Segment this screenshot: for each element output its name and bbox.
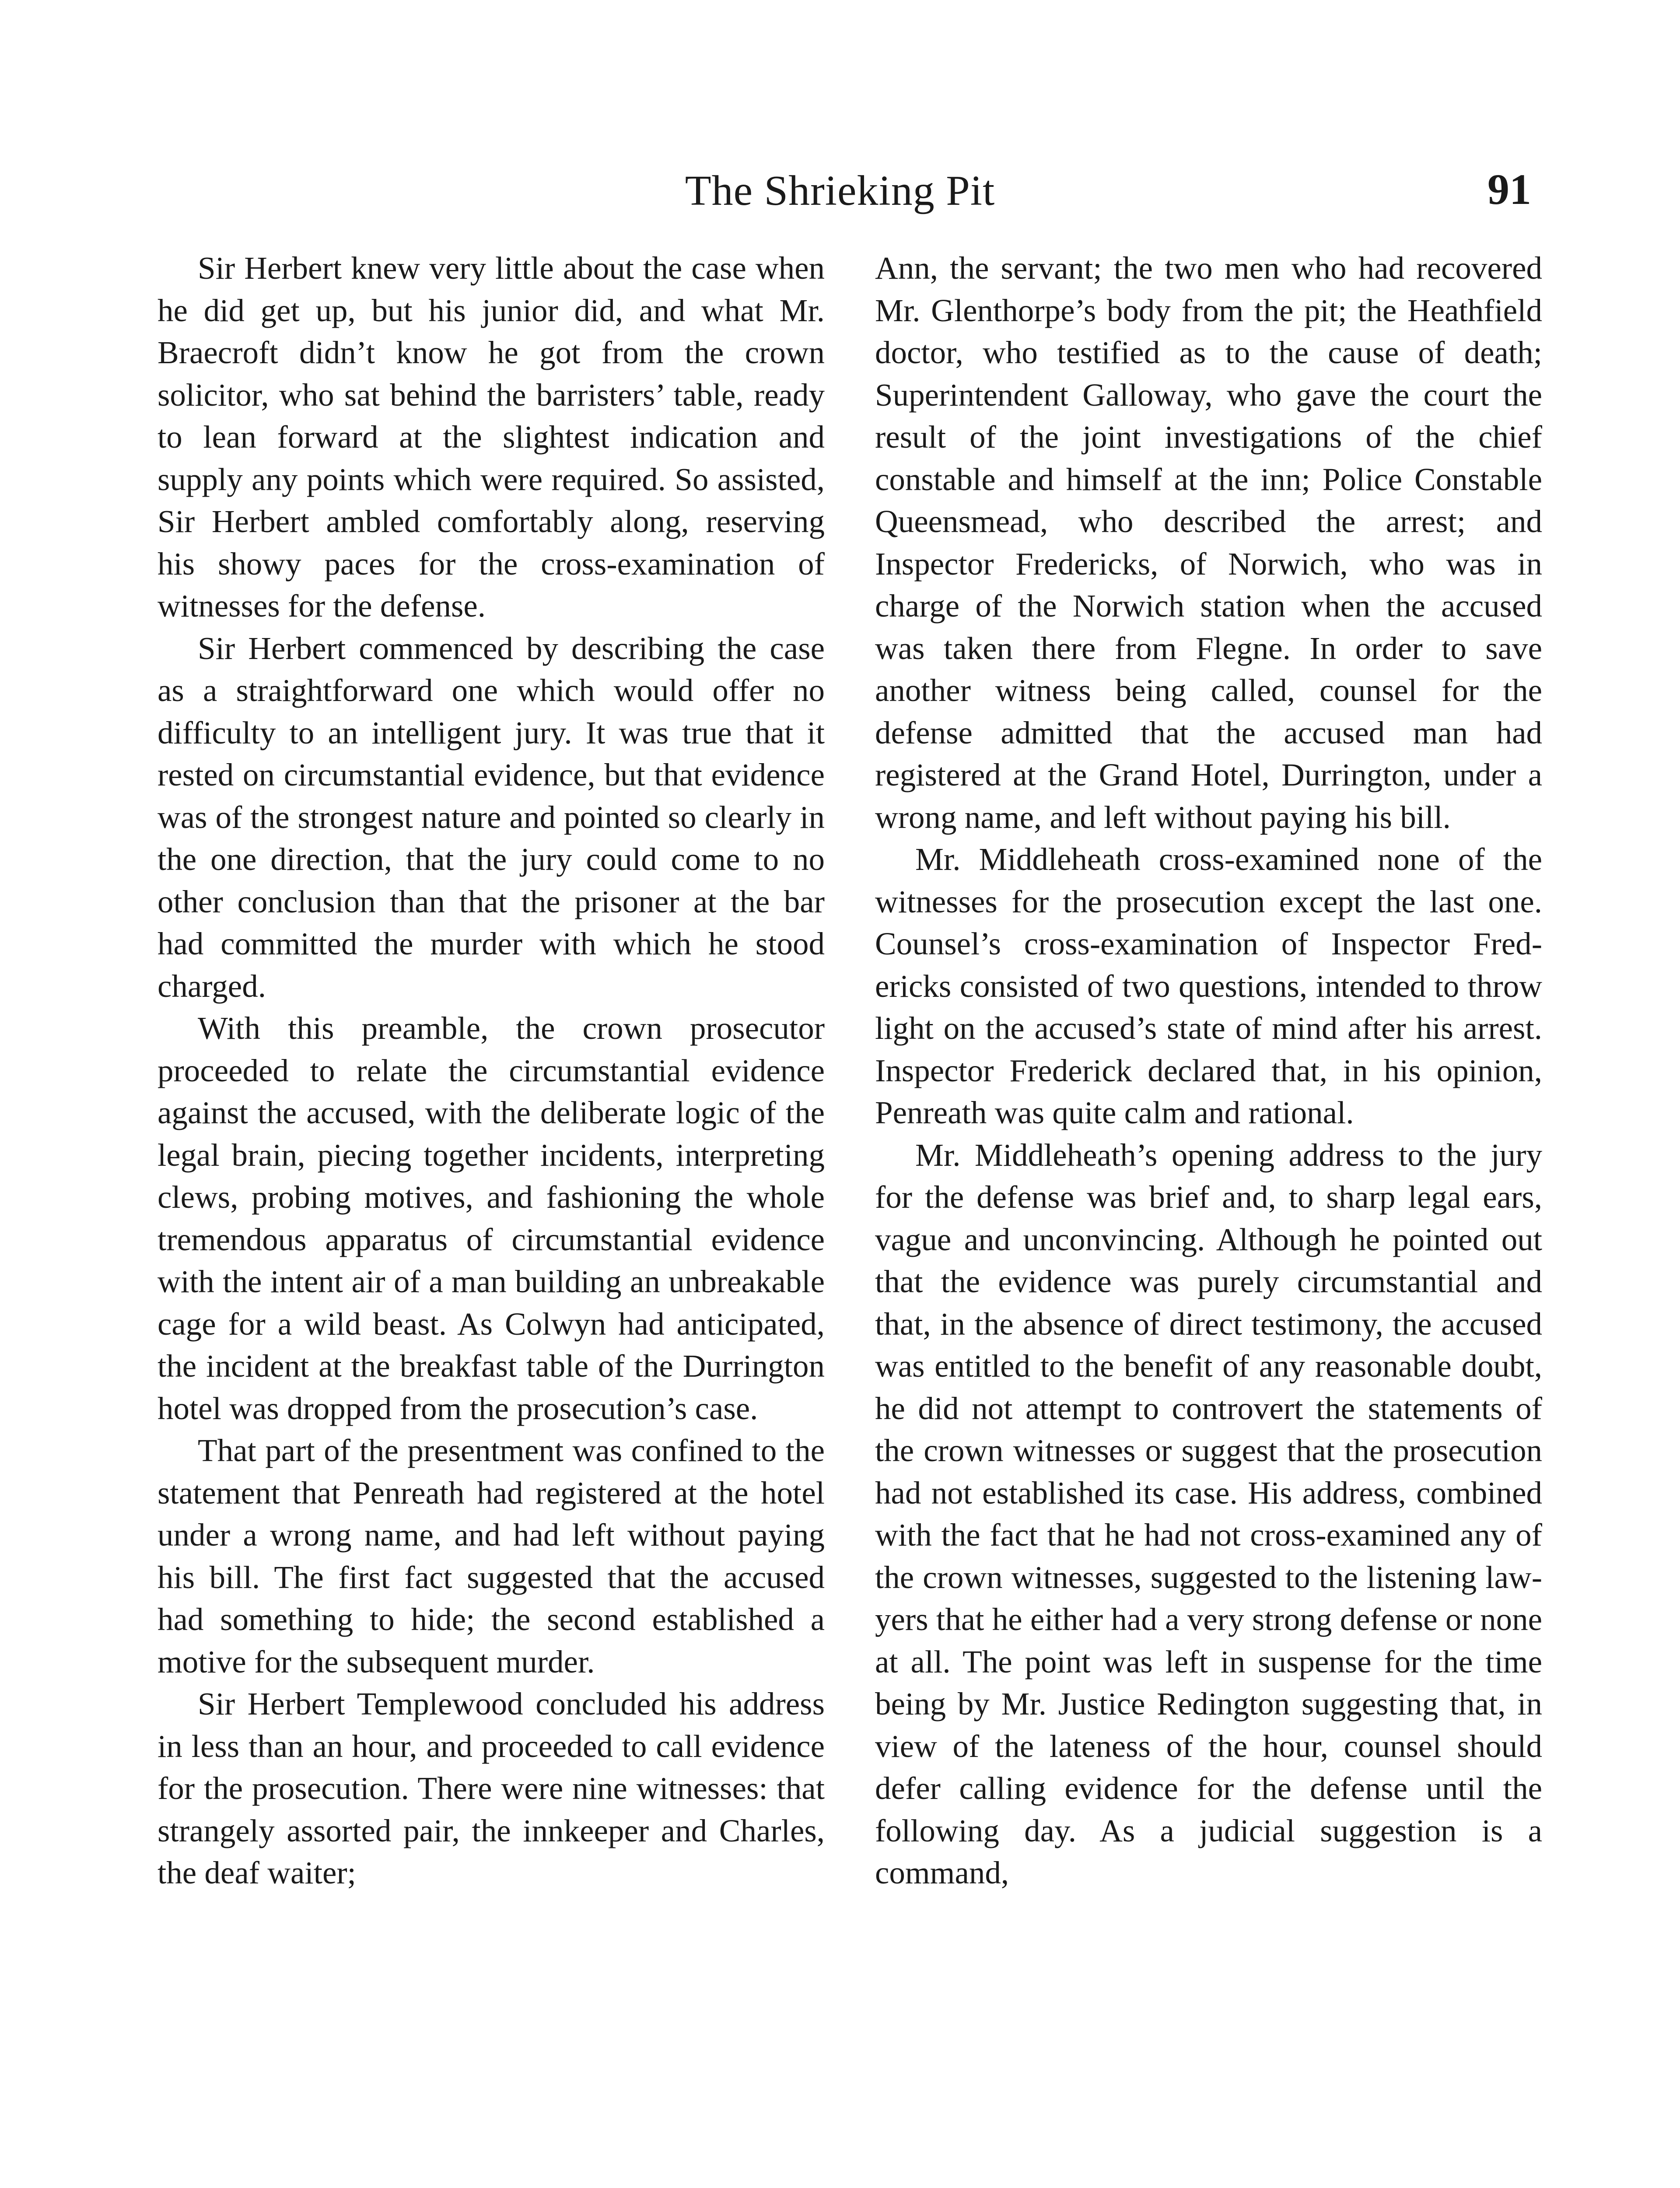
paragraph: That part of the presentment was confined to the statement that Penreath had registered at the hotel under a wrong name, and had left without paying his bill. The first fact suggested that the accused had something to hide; the second established a motive for the subsequent murder. (158, 1433, 825, 1680)
paragraph: Sir Herbert Templewood concluded his address in less than an hour, and proceeded to call evidence for the prosecution. There were nine witnesses: that strangely assorted pair, the innkeeper and Charles, the deaf waiter; (158, 1686, 825, 1890)
right-column (875, 247, 1542, 1894)
paragraph: Sir Herbert commenced by describing the case as a straightforward one which would offer no difficulty to an intelligent jury. It was true that it rested on circumstantial evidence, but that evidence was of the strongest nature and pointed so clearly in the one direction, that the jury could come to no other conclusion than that the prisoner at the bar had committed the murder with which he stood charged. (158, 630, 825, 1004)
paragraph: Sir Herbert knew very little about the case when he did get up, but his junior did, and what Mr. Braecroft didn’t know he got from the crown solicitor, who sat behind the barristers’ table, ready to lean forward at the slightest indication and supply any points which were required. So assisted, Sir Herbert ambled comfortably along, reserving his showy paces for the cross-examination of witnesses for the defense. (158, 250, 825, 624)
page-number: 91 (1488, 165, 1531, 214)
paragraph-continued: Ann, the servant; the two men who had recovered Mr. Glenthorpe’s body from the pit; the Heathfield doctor, who testified as to the cause of death; Superintendent Galloway, who gave the court the result of the joint investigations of the chief constable and himself at the inn; Police Constable Queensmead, who described the arrest; and Inspector Fredericks, of Norwich, who was in charge of the Norwich station when the accused was taken there from Flegne. In order to save another witness being called, counsel for the defense admitted that the accused man had registered at the Grand Hotel, Durrington, under a wrong name, and left without paying his bill. (875, 250, 1542, 835)
running-title: The Shrieking Pit (685, 167, 995, 214)
paragraph: With this preamble, the crown prosecutor proceeded to relate the circumstantial evidence against the accused, with the deliberate logic of the legal brain, piecing together incidents, interpreting clews, probing motives, and fashioning the whole tremendous apparatus of circumstantial evidence with the intent air of a man building an unbreakable cage for a wild beast. As Colwyn had anticipated, the incident at the breakfast table of the Durrington hotel was dropped from the prosecution’s case. (158, 1010, 825, 1426)
paragraph: Mr. Middleheath’s opening address to the jury for the defense was brief and, to sharp legal ears, vague and unconvincing. Although he pointed out that the evidence was purely circumstantial and that, in the absence of direct testimony, the accused was entitled to the benefit of any reasonable doubt, he did not attempt to controvert the statements of the crown witnesses or suggest that the prosecution had not established its case. His address, combined with the fact that he had not cross-examined any of the crown witnesses, suggested to the listening lawyers that he either had a very strong defense or none at all. The point was left in suspense for the time being by Mr. Justice Redington suggesting that, in view of the lateness of the hour, counsel should defer calling evidence for the defense until the following day. As a judicial suggestion is a command, (875, 1137, 1542, 1890)
left-column (158, 247, 825, 1894)
paragraph: Mr. Middleheath cross-examined none of the witnesses for the prosecution except the last one. Counsel’s cross-examination of Inspector Fredericks consisted of two questions, intended to throw light on the accused’s state of mind after his arrest. Inspector Frederick declared that, in his opinion, Penreath was quite calm and rational. (875, 842, 1542, 1130)
